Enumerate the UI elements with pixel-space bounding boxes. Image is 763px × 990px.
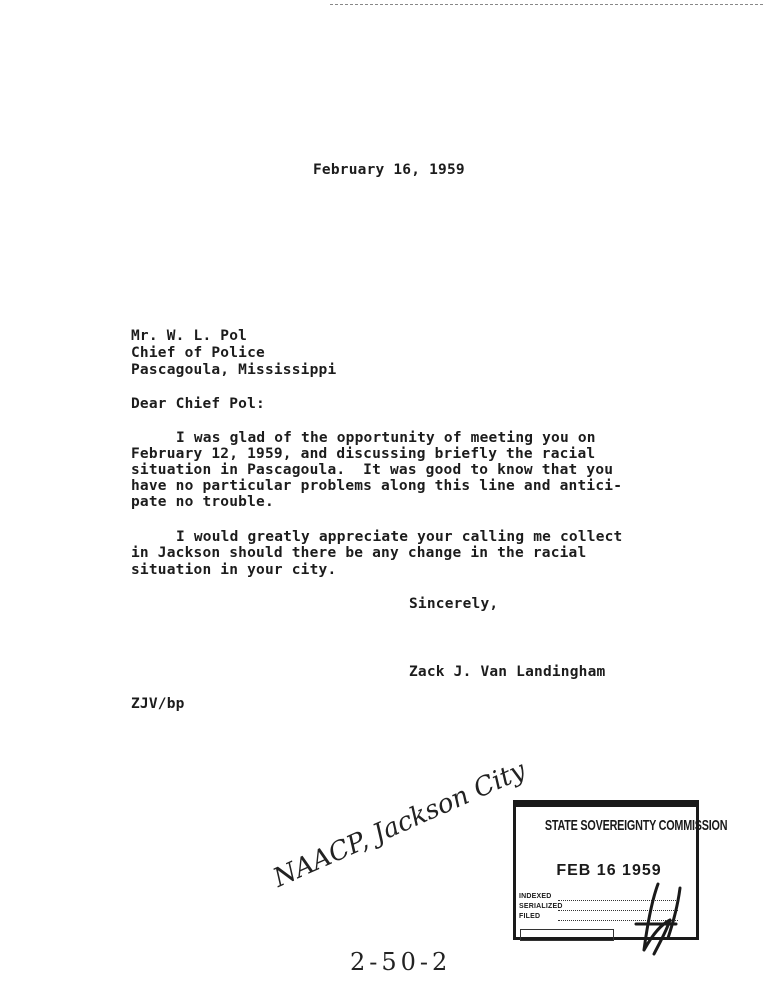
- paragraph-line: I was glad of the opportunity of meeting you on: [176, 430, 596, 446]
- handwritten-note: NAACP, Jackson City: [268, 755, 531, 894]
- letter-date: February 16, 1959: [313, 162, 465, 178]
- paragraph-line: February 12, 1959, and discussing briefly the racial: [131, 446, 596, 462]
- paragraph-line: situation in your city.: [131, 562, 337, 578]
- paragraph-line: pate no trouble.: [131, 494, 274, 510]
- recipient-name: Mr. W. L. Pol: [131, 328, 248, 344]
- paragraph-line: I would greatly appreciate your calling me collect: [176, 529, 623, 545]
- recipient-title: Chief of Police: [131, 345, 265, 361]
- handwritten-initials-mark: [630, 880, 690, 960]
- reference-initials: ZJV/bp: [131, 696, 185, 712]
- top-edge-line: [330, 4, 763, 5]
- stamp-field-label: SERIALIZED: [519, 903, 563, 910]
- signature-name: Zack J. Van Landingham: [409, 664, 606, 680]
- paragraph-line: situation in Pascagoula. It was good to know that you: [131, 462, 614, 478]
- paragraph-line: have no particular problems along this line and antici-: [131, 478, 623, 494]
- closing: Sincerely,: [409, 596, 499, 612]
- stamp-field-label: INDEXED: [519, 893, 552, 900]
- handwritten-file-number: 2-50-2: [350, 948, 452, 976]
- salutation: Dear Chief Pol:: [131, 396, 265, 412]
- paragraph-line: in Jackson should there be any change in the racial: [131, 545, 587, 561]
- stamp-title: STATE SOVEREIGNTY COMMISSION: [544, 817, 728, 834]
- stamp-date: FEB 16 1959: [556, 862, 662, 879]
- stamp-box: [520, 929, 614, 941]
- recipient-location: Pascagoula, Mississippi: [131, 362, 337, 378]
- stamp-field-label: FILED: [519, 913, 541, 920]
